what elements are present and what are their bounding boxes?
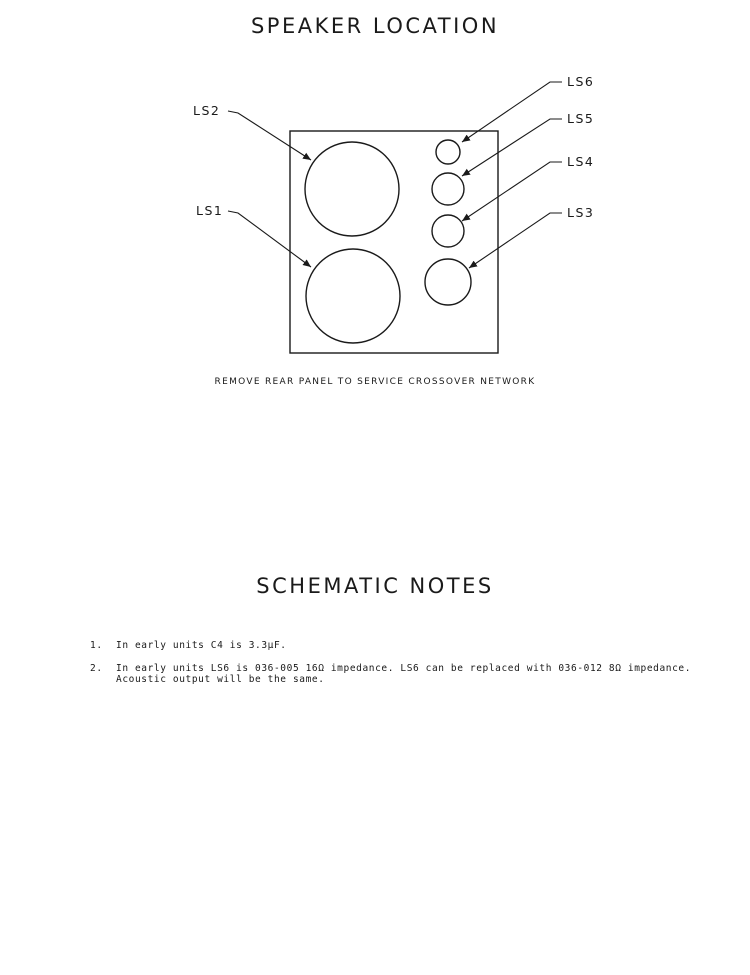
ls6-leader-arrow <box>462 82 562 142</box>
ls1-leader-arrow <box>228 211 311 267</box>
ls4-leader-arrow <box>462 162 562 221</box>
speaker-ls6-circle <box>436 140 460 164</box>
ls3-label: LS3 <box>567 205 595 220</box>
note-number: 1. <box>90 640 103 651</box>
note-item <box>90 663 730 685</box>
schematic-notes-list <box>90 640 730 697</box>
speaker-ls5-circle <box>432 173 464 205</box>
ls5-label: LS5 <box>567 111 595 126</box>
ls6-label: LS6 <box>567 74 595 89</box>
speaker-ls2-circle <box>305 142 399 236</box>
ls1-label: LS1 <box>196 203 224 218</box>
note-text: In early units LS6 is 036-005 16Ω impedance. LS6 can be replaced with 036-012 8Ω impedance. Acoustic output will be the same. <box>116 663 692 685</box>
speaker-location-title: SPEAKER LOCATION <box>250 14 500 38</box>
speaker-ls3-circle <box>425 259 471 305</box>
ls4-label: LS4 <box>567 154 595 169</box>
service-caption: REMOVE REAR PANEL TO SERVICE CROSSOVER NETWORK <box>214 377 536 387</box>
note-text: In early units C4 is 3.3µF. <box>116 640 287 651</box>
note-item <box>90 640 730 651</box>
note-number: 2. <box>90 663 103 674</box>
speaker-ls4-circle <box>432 215 464 247</box>
ls2-label: LS2 <box>193 103 221 118</box>
ls2-leader-arrow <box>228 111 311 160</box>
ls3-leader-arrow <box>469 213 562 268</box>
ls5-leader-arrow <box>462 119 562 176</box>
schematic-notes-title: SCHEMATIC NOTES <box>256 574 494 598</box>
speaker-ls1-circle <box>306 249 400 343</box>
